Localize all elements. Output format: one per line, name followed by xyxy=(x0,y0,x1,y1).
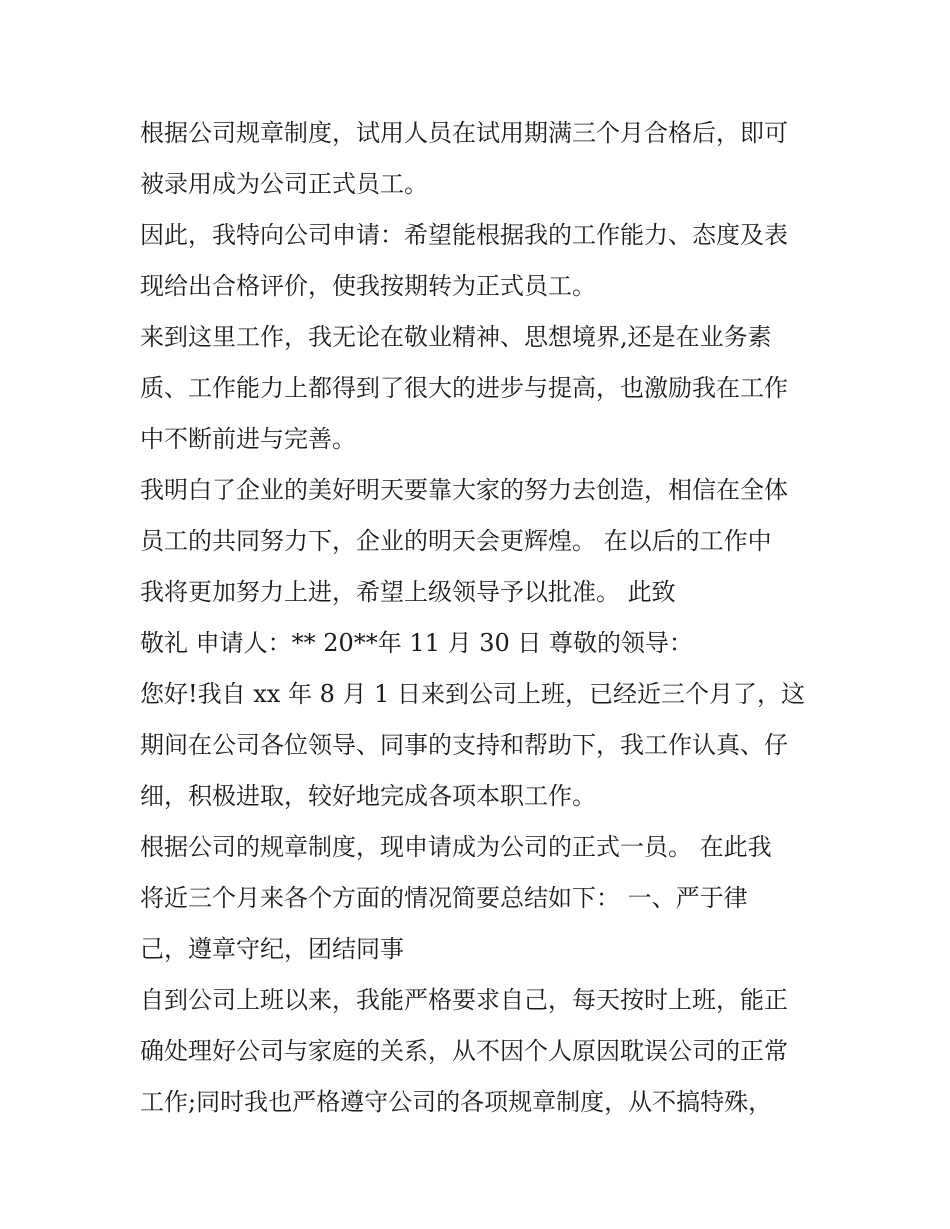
text-line-12: 您好!我自 xx 年 8 月 1 日来到公司上班，已经近三个月了，这 xyxy=(140,680,806,708)
text-line-11: 敬礼 申请人：** 20**年 11 月 30 日 尊敬的领导： xyxy=(140,629,694,657)
text-line-3: 因此，我特向公司申请：希望能根据我的工作能力、态度及表 xyxy=(140,221,788,249)
text-line-8: 我明白了企业的美好明天要靠大家的努力去创造，相信在全体 xyxy=(140,476,788,504)
text-line-1: 根据公司规章制度，试用人员在试用期满三个月合格后，即可 xyxy=(140,119,788,147)
text-line-13: 期间在公司各位领导、同事的支持和帮助下，我工作认真、仔 xyxy=(140,731,788,759)
text-line-9: 员工的共同努力下，企业的明天会更辉煌。 在以后的工作中 xyxy=(140,527,772,555)
text-line-18: 自到公司上班以来，我能严格要求自己，每天按时上班，能正 xyxy=(140,986,788,1014)
text-line-19: 确处理好公司与家庭的关系，从不因个人原因耽误公司的正常 xyxy=(140,1037,788,1065)
text-line-15: 根据公司的规章制度，现申请成为公司的正式一员。 在此我 xyxy=(140,833,772,861)
text-line-5: 来到这里工作，我无论在敬业精神、思想境界,还是在业务素 xyxy=(140,323,772,351)
text-line-7: 中不断前进与完善。 xyxy=(140,425,356,453)
text-line-4: 现给出合格评价，使我按期转为正式员工。 xyxy=(140,272,596,300)
text-line-14: 细，积极进取，较好地完成各项本职工作。 xyxy=(140,782,596,810)
text-line-6: 质、工作能力上都得到了很大的进步与提高，也激励我在工作 xyxy=(140,374,788,402)
text-line-2: 被录用成为公司正式员工。 xyxy=(140,170,428,198)
text-line-10: 我将更加努力上进，希望上级领导予以批准。 此致 xyxy=(140,578,676,606)
document-body xyxy=(140,108,820,1128)
text-line-17: 己，遵章守纪，团结同事 xyxy=(140,935,404,963)
text-line-16: 将近三个月来各个方面的情况简要总结如下： 一、严于律 xyxy=(140,884,748,912)
text-line-20: 工作;同时我也严格遵守公司的各项规章制度，从不搞特殊， xyxy=(140,1088,773,1116)
